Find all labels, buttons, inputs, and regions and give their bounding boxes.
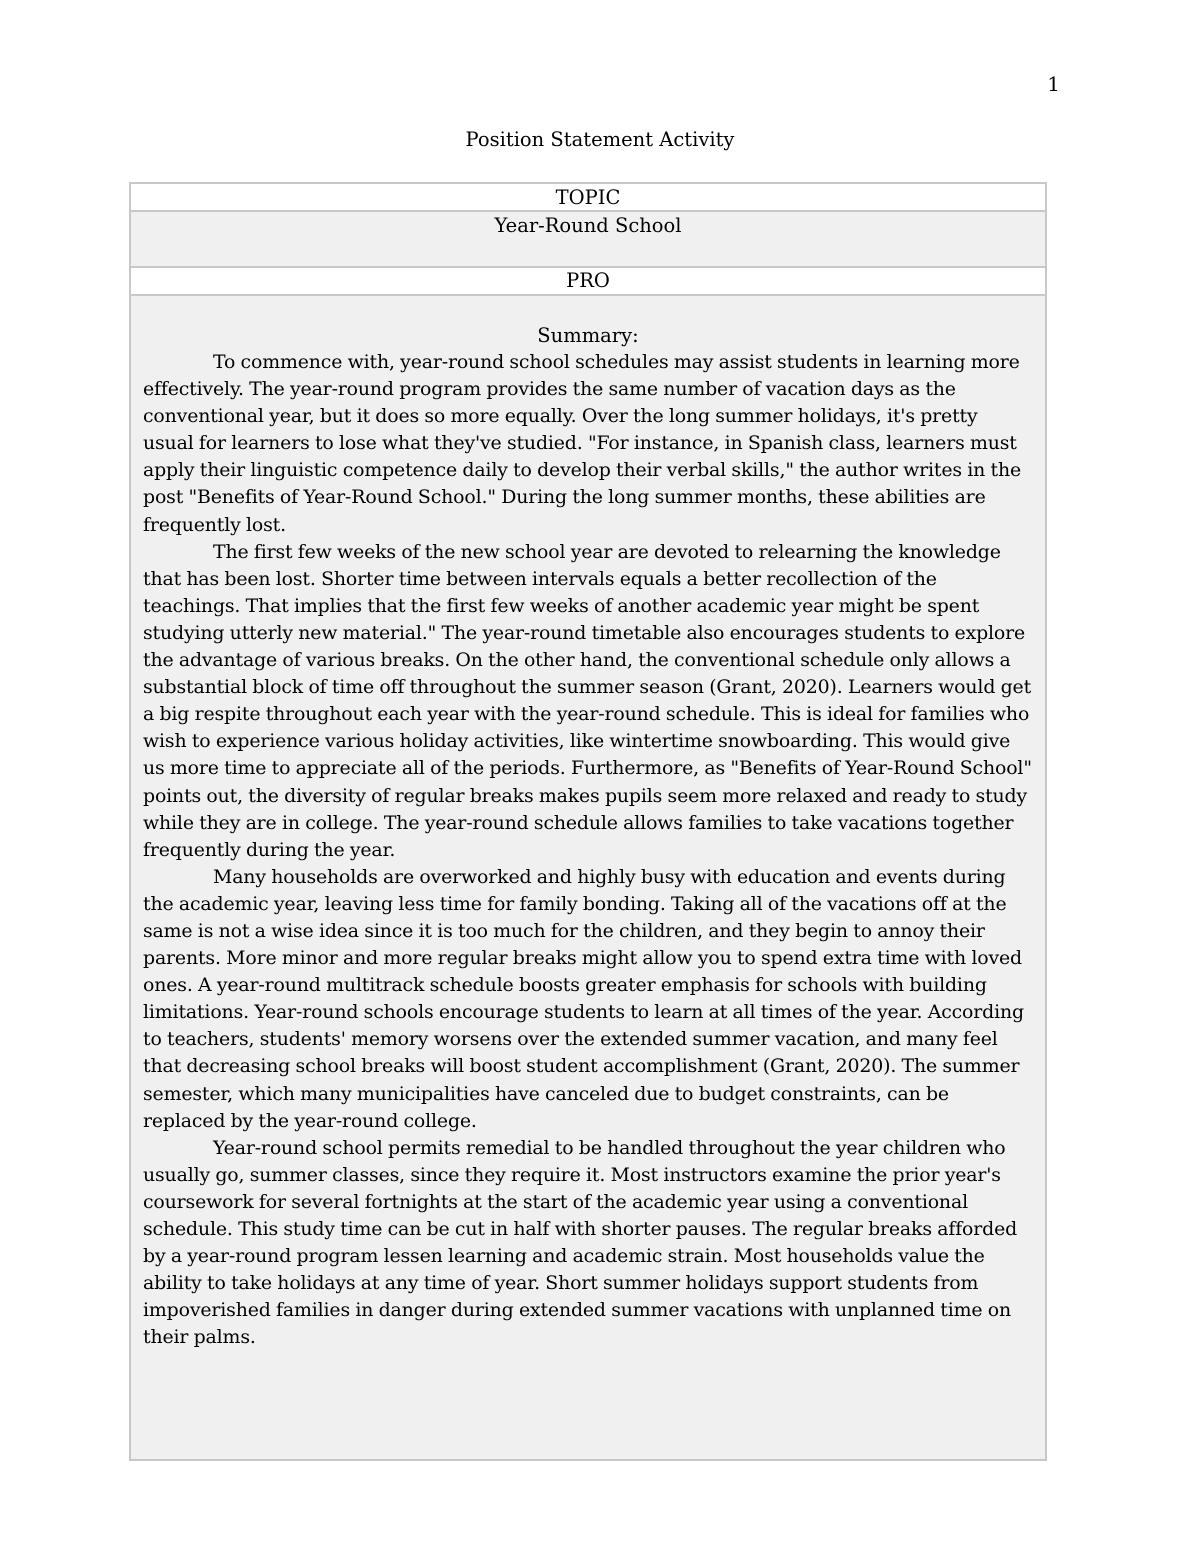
pro-body-cell [131, 296, 1045, 1459]
document-title: Position Statement Activity [465, 128, 735, 151]
pro-paragraph-2: The first few weeks of the new school year are devoted to relearning the knowledge that has been lost. Shorter time between intervals equals a better recollection of the teachings. That implies that the first few weeks of another academic year might be spent studying utterly new material." The year-round timetable also encourages students to explore the advantage of various breaks. On the other hand, the conventional schedule only allows a substantial block of time off throughout the summer season (Grant, 2020). Learners would get a big respite throughout each year with the year-round schedule. This is ideal for families who wish to experience various holiday activities, like wintertime snowboarding. This would give us more time to appreciate all of the periods. Furthermore, as "Benefits of Year-Round School" points out, the diversity of regular breaks makes pupils seem more relaxed and ready to study while they are in college. The year-round schedule allows families to take vacations together frequently during the year. [143, 540, 1032, 861]
position-table [129, 182, 1047, 1461]
pro-paragraph-4: Year-round school permits remedial to be handled throughout the year children who usually go, summer classes, since they require it. Most instructors examine the prior year's coursework for several fortnights at the start of the academic year using a conventional schedule. This study time can be cut in half with shorter pauses. The regular breaks afforded by a year-round program lessen learning and academic strain. Most households value the ability to take holidays at any time of year. Short summer holidays support students from impoverished families in danger during extended summer vacations with unplanned time on their palms. [143, 1136, 1018, 1349]
pro-header-cell: PRO [131, 268, 1045, 296]
topic-header-cell: TOPIC [131, 184, 1045, 212]
pro-paragraph-1: To commence with, year-round school schedules may assist students in learning more effectively. The year-round program provides the same number of vacation days as the conventional year, but it does so more equally. Over the long summer holidays, it's pretty usual for learners to lose what they've studied. "For instance, in Spanish class, learners must apply their linguistic competence daily to develop their verbal skills," the author writes in the post "Benefits of Year-Round School." During the long summer months, these abilities are frequently lost. [143, 351, 1022, 536]
topic-value-cell: Year-Round School [131, 212, 1045, 268]
page-number: 1 [1047, 72, 1060, 96]
pro-paragraph-3: Many households are overworked and highly busy with education and events during the academic year, leaving less time for family bonding. Taking all of the vacations off at the same is not a wise idea since it is too much for the children, and they begin to annoy their parents. More minor and more regular breaks might allow you to spend extra time with loved ones. A year-round multitrack schedule boosts greater emphasis for schools with building limitations. Year-round schools encourage students to learn at all times of the year. According to teachers, students' memory worsens over the extended summer vacation, and many feel that decreasing school breaks will boost student accomplishment (Grant, 2020). The summer semester, which many municipalities have canceled due to budget constraints, can be replaced by the year-round college. [143, 865, 1024, 1132]
summary-heading: Summary: [537, 324, 639, 347]
